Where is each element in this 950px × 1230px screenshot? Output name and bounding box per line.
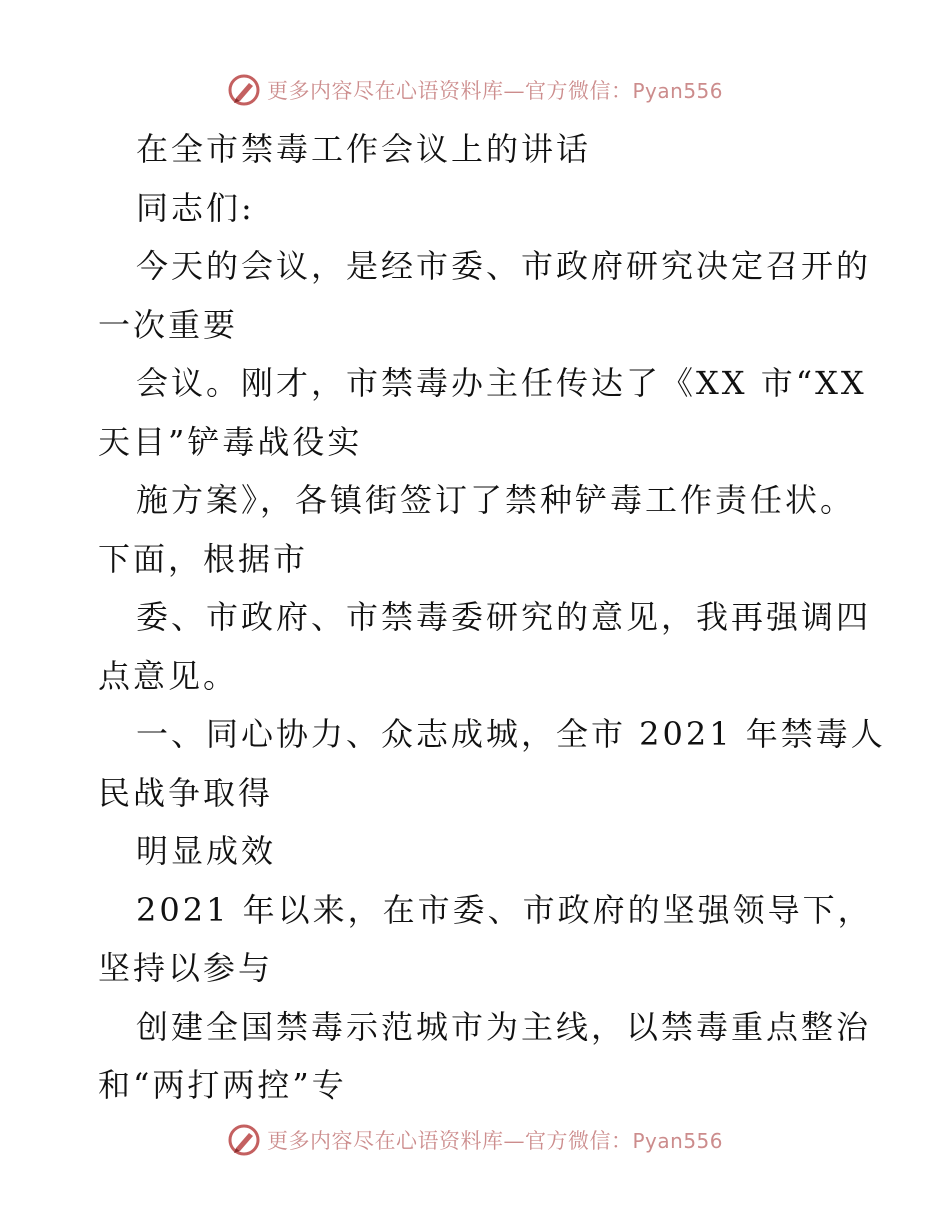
watermark-group (227, 73, 723, 107)
watermark-group (227, 1123, 723, 1157)
watermark-wechat-id: Pyan556 (632, 79, 723, 103)
text-line: 今天的会议，是经市委、市政府研究决定召开的 (136, 247, 872, 285)
text-line: 明显成效 (136, 832, 277, 870)
text-line: 创建全国禁毒示范城市为主线，以禁毒重点整治 (136, 1007, 872, 1046)
text-line: 同志们: (136, 188, 255, 227)
text-line: 2021 年以来，在市委、市政府的坚强领导下， (136, 890, 873, 929)
footer-watermark (0, 1120, 950, 1160)
text-line: 一次重要 (98, 305, 239, 344)
document-body (98, 120, 886, 1115)
text-line: 委、市政府、市禁毒委研究的意见，我再强调四 (136, 598, 872, 636)
watermark-label: 更多内容尽在心语资料库—官方微信： (266, 79, 633, 103)
watermark-text (267, 1125, 723, 1155)
watermark-text (267, 75, 723, 105)
pen-logo-icon (227, 1123, 261, 1157)
text-line: 民战争取得 (98, 773, 274, 812)
text-line: 和“两打两控”专 (98, 1066, 347, 1104)
watermark-wechat-id: Pyan556 (632, 1129, 723, 1153)
text-line: 在全市禁毒工作会议上的讲话 (136, 130, 592, 168)
text-line: 一、同心协力、众志成城，全市 2021 年禁毒人 (136, 715, 886, 753)
text-line: 施方案》，各镇街签订了禁种铲毒工作责任状。 (136, 481, 856, 519)
text-line: 坚持以参与 (98, 949, 274, 987)
text-line: 下面，根据市 (98, 539, 309, 578)
pen-logo-icon (227, 73, 261, 107)
header-watermark (0, 70, 950, 110)
text-line: 天目”铲毒战役实 (98, 422, 363, 461)
text-line: 会议。刚才，市禁毒办主任传达了《XX 市“XX (136, 364, 867, 402)
text-line: 点意见。 (98, 656, 239, 695)
watermark-label: 更多内容尽在心语资料库—官方微信： (266, 1129, 633, 1153)
